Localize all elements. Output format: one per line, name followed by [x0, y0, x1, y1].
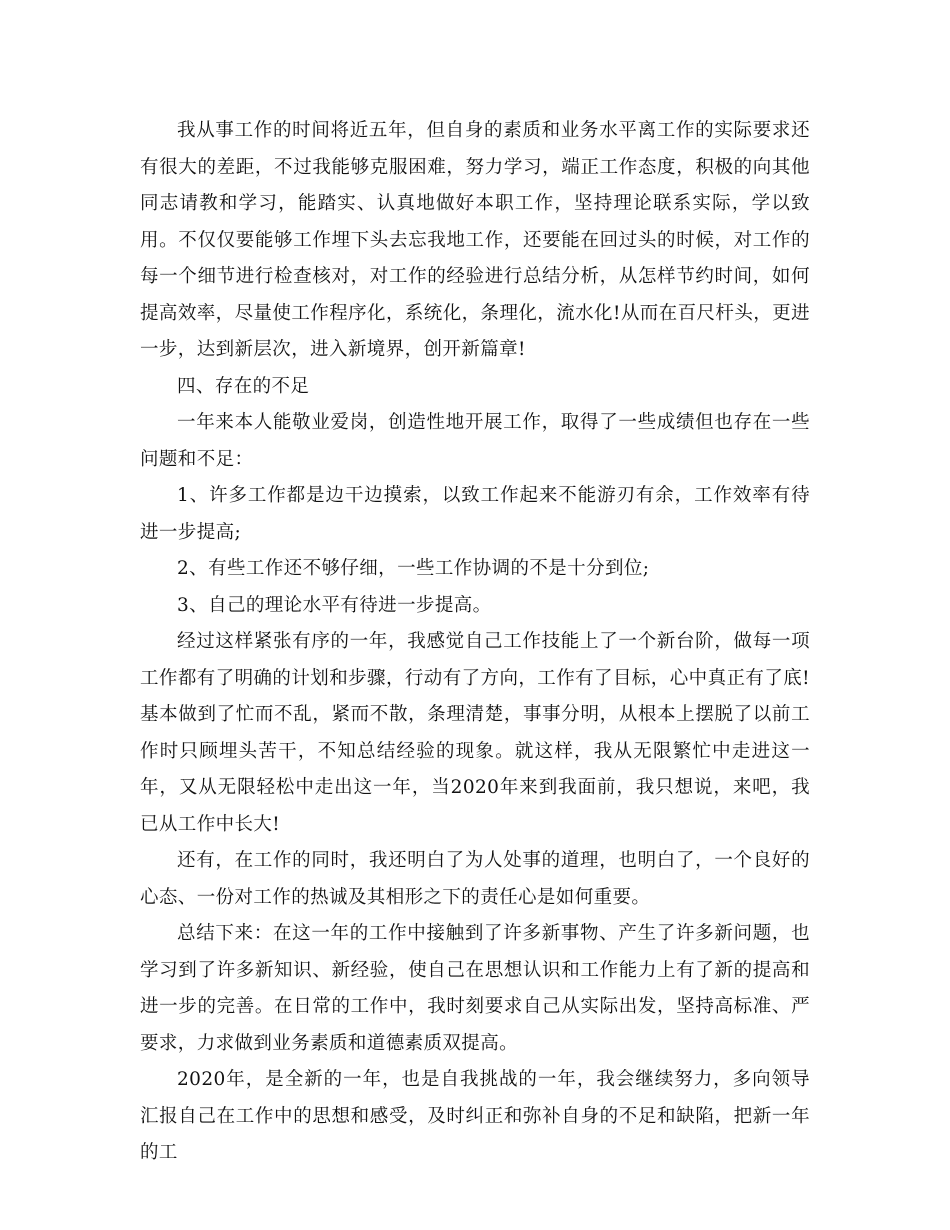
list-item-3: 3、自己的理论水平有待进一步提高。: [177, 594, 492, 616]
list-item-2: 2、有些工作还不够仔细，一些工作协调的不是十分到位;: [177, 558, 650, 579]
section-heading-shortcomings: 四、存在的不足: [177, 375, 310, 397]
paragraph-shortcomings-intro: 一年来本人能敬业爱岗，创造性地开展工作，取得了一些成绩但也存在一些问题和不足：: [140, 412, 810, 470]
paragraph-attitude: 还有，在工作的同时，我还明白了为人处事的道理，也明白了，一个良好的心态、一份对工作的热诚及其相形之下的责任心是如何重要。: [140, 850, 810, 908]
paragraph-year-reflection: 经过这样紧张有序的一年，我感觉自己工作技能上了一个新台阶，做每一项工作都有了明确的计划和步骤，行动有了方向，工作有了目标，心中真正有了底!基本做到了忙而不乱，紧而不散，条理清楚，事事分明，从根本上摆脱了以前工作时只顾埋头苦干，不知总结经验的现象。就这样，我从无限繁忙中走进这一年，又从无限轻松中走出这一年，当2020年来到我面前，我只想说，来吧，我已从工作中长大!: [140, 631, 810, 835]
paragraph-outlook: 2020年，是全新的一年，也是自我挑战的一年，我会继续努力，多向领导汇报自己在工作中的思想和感受，及时纠正和弥补自身的不足和缺陷，把新一年的工: [140, 1069, 810, 1163]
paragraph-summary: 总结下来：在这一年的工作中接触到了许多新事物、产生了许多新问题，也学习到了许多新知识、新经验，使自己在思想认识和工作能力上有了新的提高和进一步的完善。在日常的工作中，我时刻要求自己从实际出发，坚持高标准、严要求，力求做到业务素质和道德素质双提高。: [140, 923, 810, 1054]
paragraph-intro: 我从事工作的时间将近五年，但自身的素质和业务水平离工作的实际要求还有很大的差距，不过我能够克服困难，努力学习，端正工作态度，积极的向其他同志请教和学习，能踏实、认真地做好本职工作，坚持理论联系实际，学以致用。不仅仅要能够工作埋下头去忘我地工作，还要能在回过头的时候，对工作的每一个细节进行检查核对，对工作的经验进行总结分析，从怎样节约时间，如何提高效率，尽量使工作程序化，系统化，条理化，流水化!从而在百尺杆头，更进一步，达到新层次，进入新境界，创开新篇章!: [140, 120, 810, 360]
list-item-1: 1、许多工作都是边干边摸索，以致工作起来不能游刃有余，工作效率有待进一步提高;: [140, 485, 810, 543]
